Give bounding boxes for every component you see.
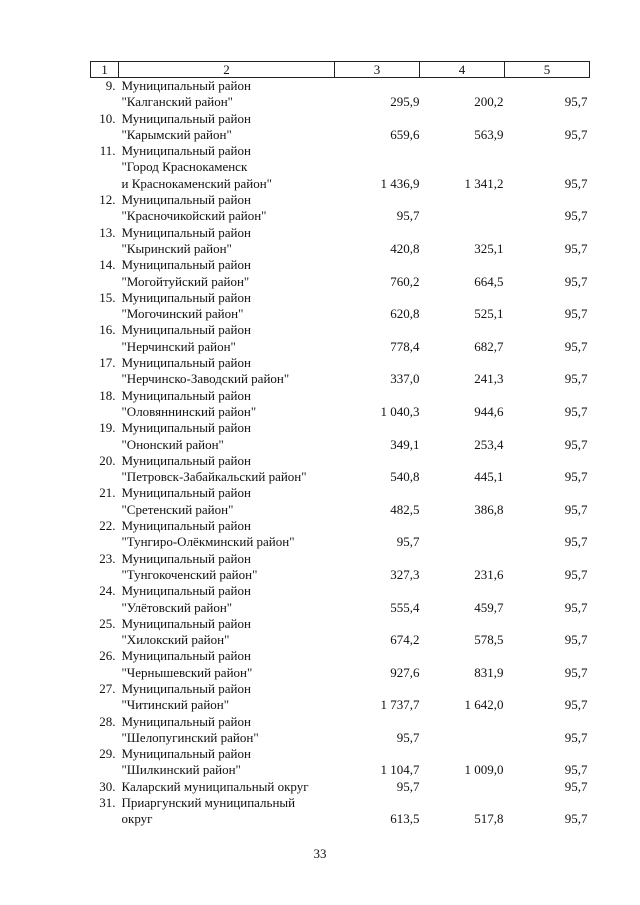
value-col-4: 563,9 xyxy=(474,126,504,142)
column-header-1: 1 xyxy=(91,62,119,78)
value-col-5: 95,7 xyxy=(564,566,588,582)
municipality-name-line: Муниципальный район xyxy=(121,583,251,599)
municipality-name-line: "Красночикойский район" xyxy=(121,208,267,224)
value-col-3: 337,0 xyxy=(390,371,420,387)
row-number: 9. xyxy=(105,78,116,93)
table-row xyxy=(91,192,590,225)
row-number: 28. xyxy=(99,713,116,729)
municipality-name xyxy=(119,111,335,144)
municipality-name-line: Муниципальный район xyxy=(121,289,251,305)
municipality-name xyxy=(119,420,335,453)
value-col-4 xyxy=(420,192,505,225)
municipality-name-line: и Краснокаменский район" xyxy=(121,175,272,191)
value-col-3: 327,3 xyxy=(390,566,420,582)
row-number: 10. xyxy=(99,110,116,126)
row-number: 29. xyxy=(99,746,116,762)
row-number: 21. xyxy=(99,485,116,501)
value-col-5: 95,7 xyxy=(564,599,588,615)
column-header-5: 5 xyxy=(505,62,590,78)
value-col-4: 517,8 xyxy=(474,811,504,827)
value-col-4 xyxy=(420,518,505,551)
value-col-4: 325,1 xyxy=(474,240,504,256)
row-number: 26. xyxy=(99,648,116,664)
municipality-name xyxy=(119,551,335,584)
municipality-name-line: "Ононский район" xyxy=(121,436,224,452)
municipality-name xyxy=(119,648,335,681)
value-col-4: 231,6 xyxy=(474,566,504,582)
table-row xyxy=(91,78,590,111)
table-row xyxy=(91,485,590,518)
value-col-5: 95,7 xyxy=(564,403,588,419)
municipality-name-line: округ xyxy=(121,811,153,827)
value-col-3: 95,7 xyxy=(396,534,420,550)
value-col-5: 95,7 xyxy=(564,469,588,485)
table-body xyxy=(91,78,590,828)
row-number: 14. xyxy=(99,257,116,273)
municipality-name-line: Муниципальный район xyxy=(121,355,251,371)
row-number: 17. xyxy=(99,355,116,371)
value-col-4: 445,1 xyxy=(474,469,504,485)
municipality-name-line: Муниципальный район xyxy=(121,257,251,273)
value-col-3: 1 737,7 xyxy=(380,697,420,713)
municipality-name-line: "Тунгокоченский район" xyxy=(121,566,258,582)
municipality-name xyxy=(119,388,335,421)
value-col-3: 927,6 xyxy=(390,664,420,680)
row-number: 22. xyxy=(99,518,116,534)
row-number: 25. xyxy=(99,615,116,631)
value-col-3: 420,8 xyxy=(390,240,420,256)
row-number: 13. xyxy=(99,224,116,240)
municipality-name xyxy=(119,225,335,258)
municipality-name-line: Муниципальный район xyxy=(121,387,251,403)
value-col-3: 555,4 xyxy=(390,599,420,615)
municipality-name xyxy=(119,192,335,225)
municipality-name-line: "Тунгиро-Олёкминский район" xyxy=(121,534,295,550)
value-col-5: 95,7 xyxy=(564,762,588,778)
table-row xyxy=(91,111,590,144)
value-col-3: 295,9 xyxy=(390,94,420,110)
table-row xyxy=(91,322,590,355)
table-row xyxy=(91,746,590,779)
value-col-4: 241,3 xyxy=(474,371,504,387)
municipality-name-line: "Нерчинско-Заводский район" xyxy=(121,371,290,387)
value-col-3: 1 104,7 xyxy=(380,762,420,778)
table-row xyxy=(91,583,590,616)
row-number: 16. xyxy=(99,322,116,338)
municipality-name-line: "Улётовский район" xyxy=(121,599,233,615)
table-row xyxy=(91,388,590,421)
municipality-name xyxy=(119,290,335,323)
municipality-name-line: Приаргунский муниципальный xyxy=(121,795,296,811)
value-col-3: 95,7 xyxy=(396,729,420,745)
municipality-name-line: Муниципальный район xyxy=(121,518,251,534)
value-col-3: 1 436,9 xyxy=(380,175,420,191)
table-row xyxy=(91,225,590,258)
value-col-4: 578,5 xyxy=(474,632,504,648)
row-number: 18. xyxy=(99,387,116,403)
municipality-name xyxy=(119,78,335,111)
municipality-name-line: "Кыринский район" xyxy=(121,240,232,256)
municipality-name-line: "Оловяннинский район" xyxy=(121,403,257,419)
municipality-name-line: Муниципальный район xyxy=(121,615,251,631)
municipality-name-line: "Город Краснокаменск xyxy=(121,159,248,175)
municipality-name-line: "Хилокский район" xyxy=(121,632,230,648)
municipality-name-line: "Могочинский район" xyxy=(121,306,244,322)
row-number: 27. xyxy=(99,680,116,696)
value-col-4: 944,6 xyxy=(474,403,504,419)
municipality-name xyxy=(119,779,335,795)
table-row xyxy=(91,681,590,714)
municipality-name xyxy=(119,485,335,518)
value-col-5: 95,7 xyxy=(564,240,588,256)
column-header-2: 2 xyxy=(119,62,335,78)
value-col-4: 1 341,2 xyxy=(464,175,504,191)
row-number: 15. xyxy=(99,289,116,305)
municipality-name-line: Муниципальный район xyxy=(121,78,251,93)
municipality-name-line: Муниципальный район xyxy=(121,224,251,240)
value-col-5: 95,7 xyxy=(564,664,588,680)
value-col-3: 482,5 xyxy=(390,501,420,517)
value-col-4: 253,4 xyxy=(474,436,504,452)
value-col-4: 682,7 xyxy=(474,338,504,354)
municipality-name-line: "Шилкинский район" xyxy=(121,762,241,778)
table-row xyxy=(91,616,590,649)
value-col-3: 778,4 xyxy=(390,338,420,354)
table-row xyxy=(91,551,590,584)
row-number: 12. xyxy=(99,192,116,208)
municipality-name-line: Муниципальный район xyxy=(121,452,251,468)
municipality-name-line: Муниципальный район xyxy=(121,746,251,762)
value-col-5: 95,7 xyxy=(564,811,588,827)
municipality-name xyxy=(119,143,335,192)
municipality-name xyxy=(119,257,335,290)
value-col-5: 95,7 xyxy=(564,534,588,550)
municipality-name xyxy=(119,583,335,616)
municipality-name-line: "Сретенский район" xyxy=(121,501,234,517)
value-col-4: 831,9 xyxy=(474,664,504,680)
value-col-5: 95,7 xyxy=(564,632,588,648)
value-col-5: 95,7 xyxy=(564,175,588,191)
municipality-name-line: "Могойтуйский район" xyxy=(121,273,250,289)
municipality-name xyxy=(119,616,335,649)
municipality-name-line: Муниципальный район xyxy=(121,680,251,696)
municipality-name-line: Муниципальный район xyxy=(121,713,251,729)
value-col-5: 95,7 xyxy=(564,778,588,794)
value-col-5: 95,7 xyxy=(564,501,588,517)
municipality-name-line: Муниципальный район xyxy=(121,110,251,126)
table-row xyxy=(91,143,590,192)
value-col-4: 525,1 xyxy=(474,306,504,322)
value-col-3: 1 040,3 xyxy=(380,403,420,419)
value-col-5: 95,7 xyxy=(564,208,588,224)
value-col-5: 95,7 xyxy=(564,338,588,354)
row-number: 24. xyxy=(99,583,116,599)
table-row xyxy=(91,648,590,681)
column-number-header-row xyxy=(91,62,590,78)
table-row xyxy=(91,420,590,453)
table-row xyxy=(91,257,590,290)
value-col-5: 95,7 xyxy=(564,94,588,110)
row-number: 23. xyxy=(99,550,116,566)
value-col-4: 664,5 xyxy=(474,273,504,289)
municipality-name xyxy=(119,518,335,551)
municipality-name-line: Муниципальный район xyxy=(121,485,251,501)
value-col-5: 95,7 xyxy=(564,697,588,713)
municipality-name xyxy=(119,746,335,779)
value-col-4: 200,2 xyxy=(474,94,504,110)
allocation-table xyxy=(90,61,590,828)
value-col-4: 1 642,0 xyxy=(464,697,504,713)
table-row xyxy=(91,290,590,323)
value-col-3: 613,5 xyxy=(390,811,420,827)
table-row xyxy=(91,355,590,388)
value-col-5: 95,7 xyxy=(564,306,588,322)
municipality-name-line: "Нерчинский район" xyxy=(121,338,236,354)
value-col-4 xyxy=(420,779,505,795)
municipality-name-line: Каларский муниципальный округ xyxy=(121,778,309,794)
table-row xyxy=(91,795,590,828)
municipality-name-line: Муниципальный район xyxy=(121,192,251,208)
table-row xyxy=(91,779,590,795)
row-number: 30. xyxy=(99,778,116,794)
municipality-name-line: "Калганский район" xyxy=(121,94,233,110)
row-number: 11. xyxy=(99,143,116,159)
value-col-3: 95,7 xyxy=(396,208,420,224)
value-col-4: 386,8 xyxy=(474,501,504,517)
column-header-4: 4 xyxy=(420,62,505,78)
municipality-name xyxy=(119,322,335,355)
table-row xyxy=(91,518,590,551)
municipality-name-line: "Чернышевский район" xyxy=(121,664,253,680)
municipality-name xyxy=(119,453,335,486)
municipality-name-line: "Шелопугинский район" xyxy=(121,729,259,745)
value-col-3: 349,1 xyxy=(390,436,420,452)
municipality-name-line: "Карымский район" xyxy=(121,126,232,142)
value-col-5: 95,7 xyxy=(564,371,588,387)
value-col-3: 540,8 xyxy=(390,469,420,485)
value-col-5: 95,7 xyxy=(564,273,588,289)
municipality-name-line: Муниципальный район xyxy=(121,550,251,566)
row-number: 31. xyxy=(99,795,116,811)
value-col-3: 760,2 xyxy=(390,273,420,289)
municipality-name xyxy=(119,681,335,714)
table-row xyxy=(91,714,590,747)
value-col-3: 659,6 xyxy=(390,126,420,142)
value-col-3: 620,8 xyxy=(390,306,420,322)
value-col-5: 95,7 xyxy=(564,436,588,452)
value-col-4: 459,7 xyxy=(474,599,504,615)
municipality-name xyxy=(119,795,335,828)
table-row xyxy=(91,453,590,486)
municipality-name-line: "Читинский район" xyxy=(121,697,230,713)
value-col-5: 95,7 xyxy=(564,126,588,142)
municipality-name-line: Муниципальный район xyxy=(121,322,251,338)
value-col-4: 1 009,0 xyxy=(464,762,504,778)
row-number: 20. xyxy=(99,452,116,468)
municipality-name-line: Муниципальный район xyxy=(121,143,251,159)
row-number: 19. xyxy=(99,420,116,436)
municipality-name-line: "Петровск-Забайкальский район" xyxy=(121,469,307,485)
page-number: 33 xyxy=(313,846,327,861)
value-col-3: 95,7 xyxy=(396,778,420,794)
column-header-3: 3 xyxy=(335,62,420,78)
municipality-name-line: Муниципальный район xyxy=(121,420,251,436)
municipality-name-line: Муниципальный район xyxy=(121,648,251,664)
value-col-5: 95,7 xyxy=(564,729,588,745)
value-col-4 xyxy=(420,714,505,747)
municipality-name xyxy=(119,714,335,747)
value-col-3: 674,2 xyxy=(390,632,420,648)
municipality-name xyxy=(119,355,335,388)
